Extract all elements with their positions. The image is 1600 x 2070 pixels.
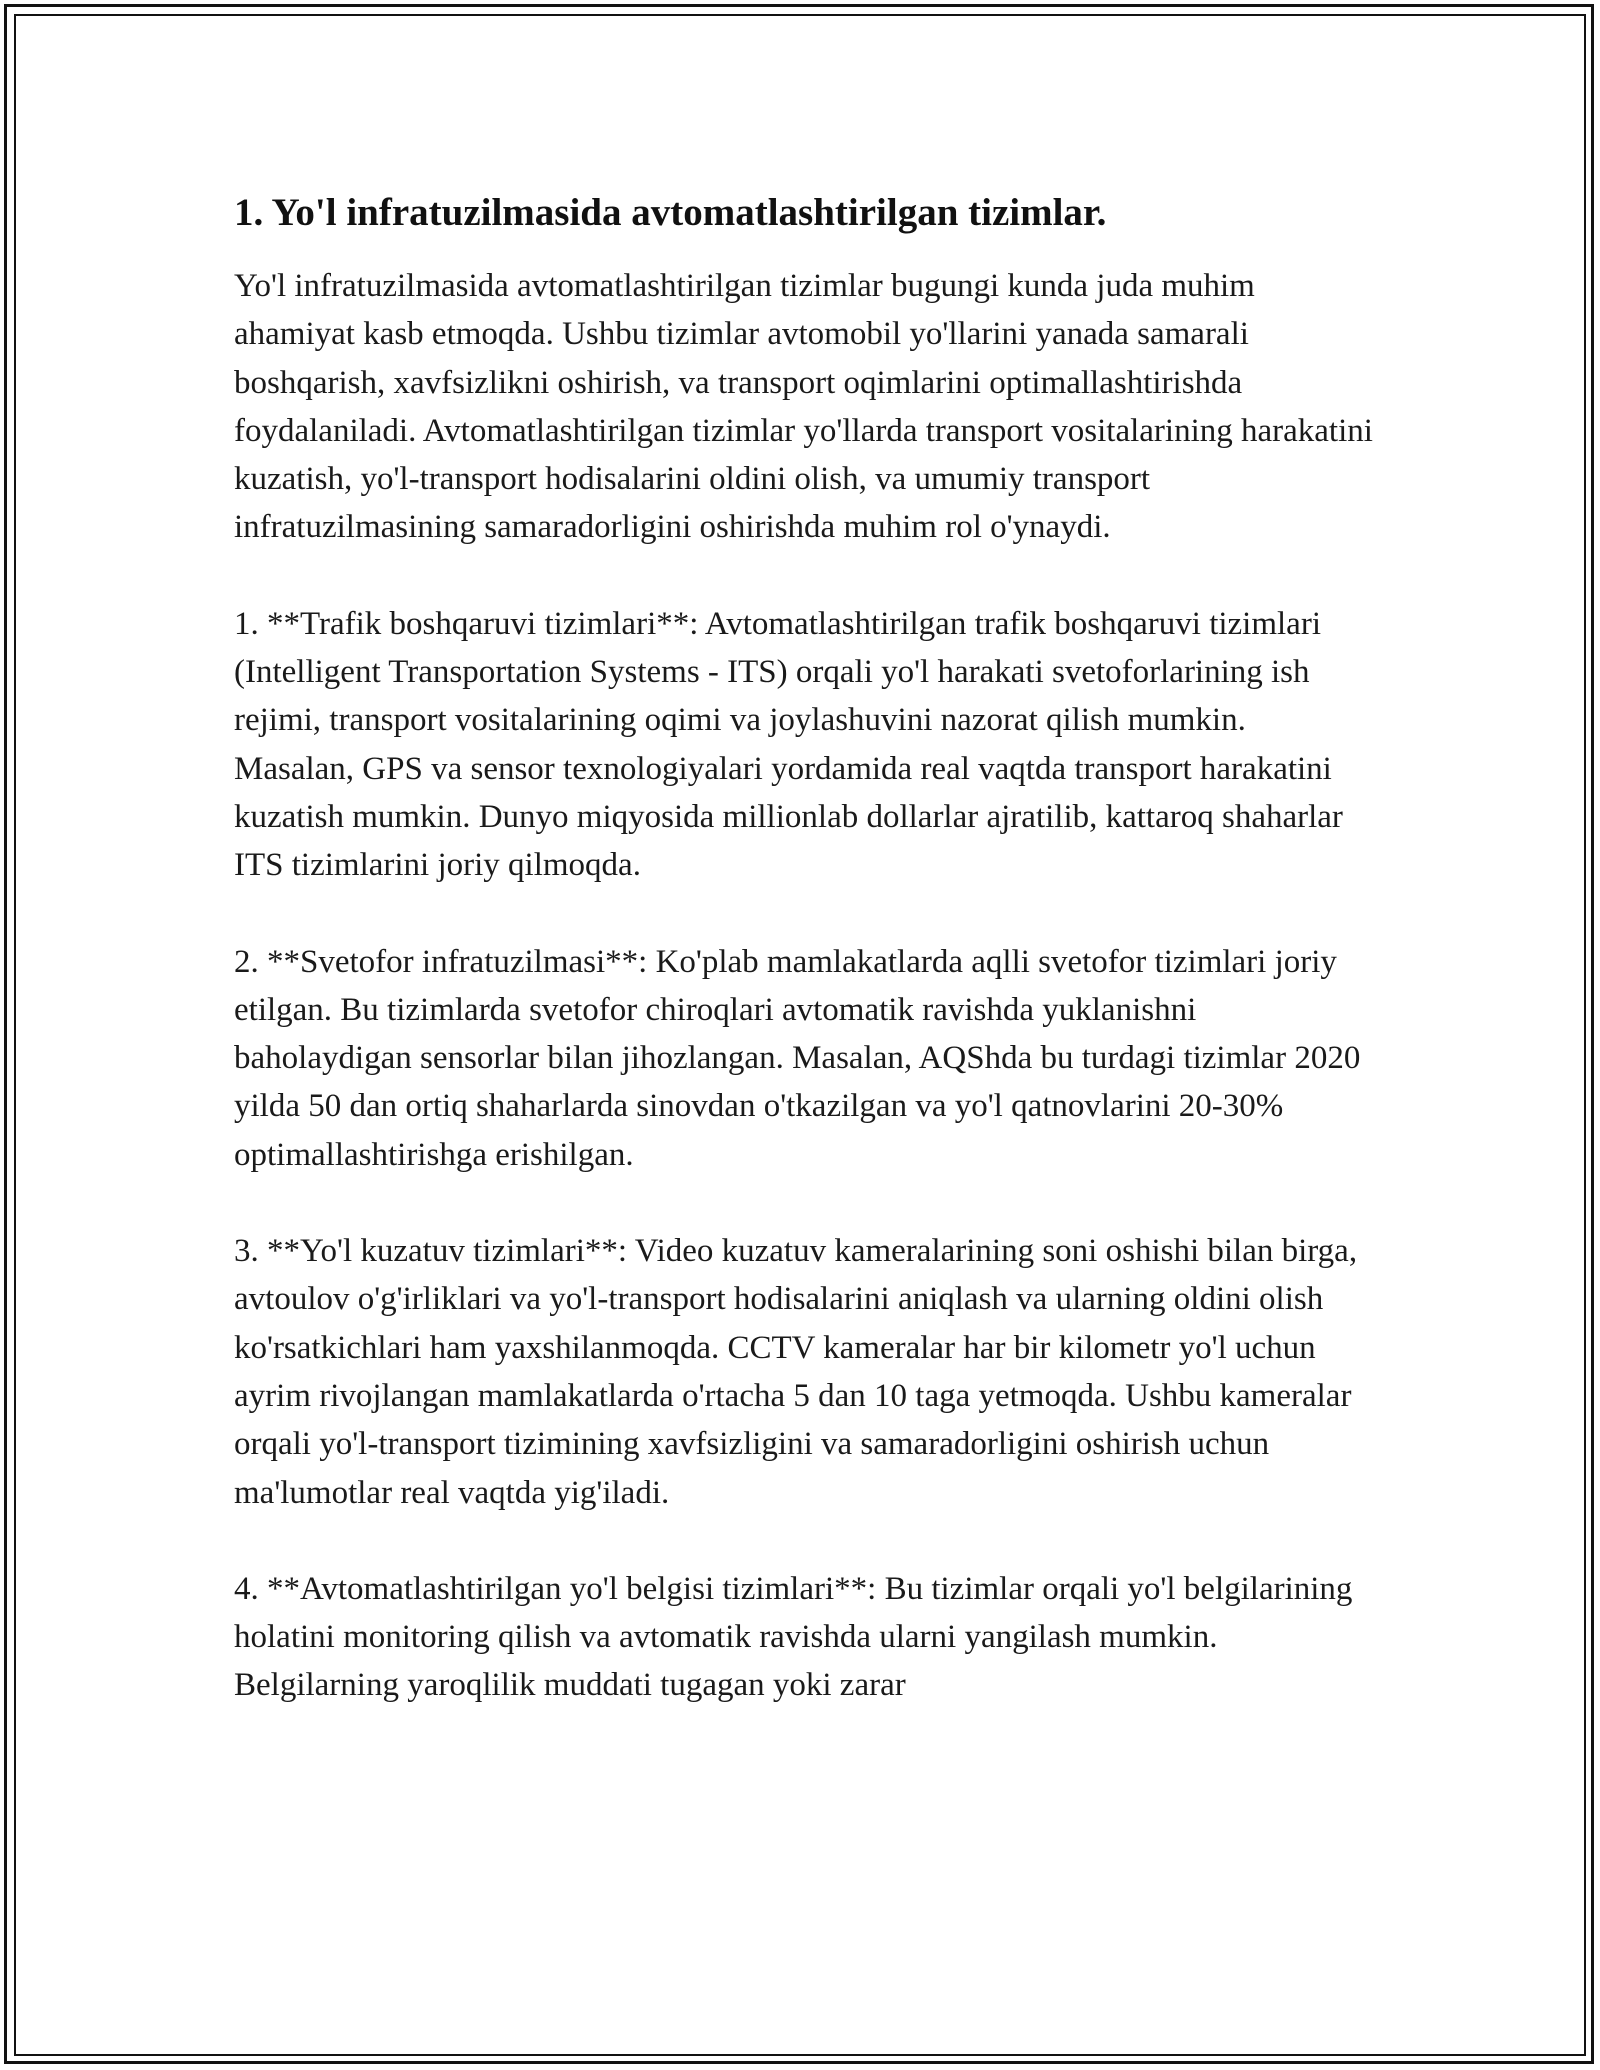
intro-paragraph: Yo'l infratuzilmasida avtomatlashtirilgan tizimlar bugungi kunda juda muhim ahamiyat kasb etmoqda. Ushbu tizimlar avtomobil yo'llarini yanada samarali boshqarish, xavfsizlikni oshirish, va transport oqimlarini optimallashtirishda foydalaniladi. Avtomatlashtirilgan tizimlar yo'llarda transport vositalarining harakatini kuzatish, yo'l-transport hodisalarini oldini olish, va umumiy transport infratuzilmasining samaradorligini oshirishda muhim rol o'ynaydi. (234, 268, 1373, 546)
document-body (234, 186, 1374, 1758)
paragraph-traffic-management: 1. **Trafik boshqaruvi tizimlari**: Avtomatlashtirilgan trafik boshqaruvi tizimlari (Intelligent Transportation Systems - ITS) orqali yo'l harakati svetoforlarining ish rejimi, transport vositalarining oqimi va joylashuvini nazorat qilish mumkin. Masalan, GPS va sensor texnologiyalari yordamida real vaqtda transport harakatini kuzatish mumkin. Dunyo miqyosida millionlab dollarlar ajratilib, kattaroq shaharlar ITS tizimlarini joriy qilmoqda. (234, 605, 1343, 884)
paragraph-traffic-lights: 2. **Svetofor infratuzilmasi**: Ko'plab mamlakatlarda aqlli svetofor tizimlari joriy etilgan. Bu tizimlarda svetofor chiroqlari avtomatik ravishda yuklanishni baholaydigan sensorlar bilan jihozlangan. Masalan, AQShda bu turdagi tizimlar 2020 yilda 50 dan ortiq shaharlarda sinovdan o'tkazilgan va yo'l qatnovlarini 20-30% optimallashtirishga erishilgan. (234, 943, 1361, 1173)
paragraph-road-signs: 4. **Avtomatlashtirilgan yo'l belgisi tizimlari**: Bu tizimlar orqali yo'l belgilarining holatini monitoring qilish va avtomatik ravishda ularni yangilash mumkin. Belgilarning yaroqlilik muddati tugagan yoki zarar (234, 1570, 1353, 1704)
paragraph-road-surveillance: 3. **Yo'l kuzatuv tizimlari**: Video kuzatuv kameralarining soni oshishi bilan birga, avtoulov o'g'irliklari va yo'l-transport hodisalarini aniqlash va ularning oldini olish ko'rsatkichlari ham yaxshilanmoqda. CCTV kameralar har bir kilometr yo'l uchun ayrim rivojlangan mamlakatlarda o'rtacha 5 dan 10 taga yetmoqda. Ushbu kameralar orqali yo'l-transport tizimining xavfsizligini va samaradorligini oshirish uchun ma'lumotlar real vaqtda yig'iladi. (234, 1233, 1358, 1511)
document-title: 1. Yo'l infratuzilmasida avtomatlashtirilgan tizimlar. (234, 191, 1107, 234)
